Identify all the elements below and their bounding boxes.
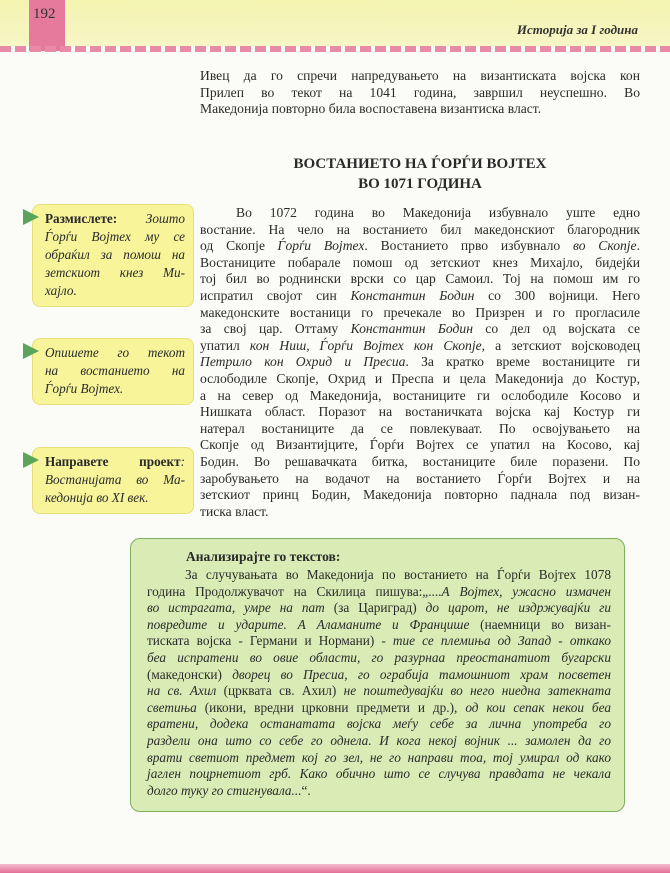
text-line [147, 650, 611, 667]
footer-band [0, 864, 670, 873]
analysis-text [147, 567, 611, 799]
italic-text: врати светиот предмет кој го зел, не го направи тоа, тој умирал од како [147, 749, 611, 765]
text: тој бил во роднински врски со цар Самоил. Тој на помош им го [200, 271, 640, 287]
italic-text: од кои сепак некои беа [465, 699, 611, 715]
text: Прилеп во текот на 1041 година, завршил неуспешно. Во [200, 84, 640, 100]
analysis-title: Анализирајте го текстов: [186, 549, 341, 564]
text-line [147, 766, 611, 783]
text-line [200, 338, 640, 355]
text-line [200, 85, 640, 102]
italic-text: не поштедувајќи во него ниедна затекната [343, 683, 611, 699]
intro-paragraph [200, 68, 640, 118]
text: Опишете го текот [45, 345, 185, 360]
text-line [45, 344, 185, 362]
text: зетскиот принц Бодин, Македонија повторно паднала под визан- [200, 487, 640, 503]
text: за свој цар. Оттаму [200, 321, 351, 337]
text-line [147, 716, 611, 733]
text: Бодин. Во решавачката битка, востаниците биле поразени. По [200, 453, 640, 469]
italic-text: А Војтех, ужасно измачен [441, 583, 611, 599]
text-line [45, 264, 185, 282]
italic-text: кон Ниш [249, 337, 307, 353]
italic-text: до царот, не издржувајќи ги [425, 600, 611, 616]
italic-text: Петрило кон Охрид и Пресиа [200, 354, 406, 370]
text: (македонски) [147, 666, 233, 682]
italic-text: јаглен поцрнетиот грб. Како обично што се случува правдата не чекала [147, 766, 611, 782]
text-line [200, 271, 640, 288]
text-line [147, 617, 611, 634]
italic-text: повредите и ударите. А Аламаните и Францише [147, 616, 470, 632]
text-line [200, 68, 640, 85]
text-line [45, 246, 185, 264]
italic-text: вратени, додека останатата војска меѓу себе за лична употреба го [147, 716, 611, 732]
text: зетскиот кнез Ми- [45, 265, 185, 280]
page-number: 192 [33, 6, 56, 22]
italic-text: тие се племиња од Запад - откако [392, 633, 611, 649]
text-line [147, 667, 611, 684]
arrow-icon [23, 209, 39, 225]
text: година Продолжувачот на Скилица пишува:„.... [147, 583, 442, 599]
sidebar-box-think [32, 204, 194, 307]
heading-line: ВОСТАНИЕТО НА ЃОРЃИ ВОЈТЕХ [293, 156, 547, 172]
section-heading [200, 154, 640, 194]
text: , [306, 337, 320, 353]
text: (икони, вредни црковни предмети и др.), [196, 699, 466, 715]
text-line [45, 282, 185, 300]
italic-text: раздели она што со себе го однела. И кога некој војник ... замолен да го [147, 732, 611, 748]
arrow-icon [23, 343, 39, 359]
text-line [200, 371, 640, 388]
text: обраќил за помош на [45, 247, 185, 262]
text-line [200, 471, 640, 488]
italic-text: Константин Бодин [350, 287, 475, 303]
text-line [200, 354, 640, 371]
text: упатил [200, 337, 250, 353]
text: . [636, 238, 640, 254]
text-line [45, 228, 185, 246]
text: со 300 војници. Него [474, 287, 640, 303]
text: тиска власт. [200, 503, 269, 519]
text-line [45, 453, 185, 471]
text: заробувањето на водачот на востанието Ѓорѓи Војтех и на [200, 470, 640, 486]
text: испратил својот син [200, 287, 351, 303]
text-line [200, 288, 640, 305]
text-line [147, 567, 611, 584]
text: натерал востаниците да се повлекуваат. По освојувањето на [200, 420, 640, 436]
running-title: Историја за I година [516, 22, 638, 37]
italic-text: долго туку го стигнувала... [147, 782, 302, 798]
text: од Скопје [200, 238, 278, 254]
text-line [200, 321, 640, 338]
text: , а зетскиот војсководец [481, 337, 640, 353]
text: . За кратко време востаниците ги [405, 354, 640, 370]
text: Зошто [145, 211, 185, 226]
italic-text: во истрагата, умре на пат [147, 600, 325, 616]
text-line [200, 205, 640, 222]
text: Македонија повторно била воспоставена византиска власт. [200, 101, 542, 117]
text: : [180, 454, 185, 469]
text-line [45, 362, 185, 380]
text: Востаниците побарале помош од зетскиот кнез Михајло, бидејќи [200, 254, 640, 270]
text: (црквата св. Ахил) [216, 683, 344, 699]
text-line [200, 504, 640, 521]
arrow-icon [23, 452, 39, 468]
text-line [200, 238, 640, 255]
italic-text: на св. Ахил [147, 683, 217, 699]
text-line [200, 101, 640, 118]
text-line [200, 454, 640, 471]
heading-line: ВО 1071 ГОДИНА [358, 176, 482, 192]
text: Нишката област. Поразот на востаничката војска кај Костур ги [200, 404, 640, 420]
italic-text: Константин Бодин [350, 321, 473, 337]
text-line [147, 733, 611, 750]
sidebar-box-project [32, 447, 194, 514]
italic-text: Ѓорѓи Војтех кон Скопје [319, 337, 482, 353]
italic-text: светиња [147, 699, 197, 715]
text: Востанијата во Ма- [45, 472, 185, 487]
text-line [200, 305, 640, 322]
italic-text: во Скопје [572, 238, 637, 254]
text-line [200, 255, 640, 272]
sidebar-box-describe [32, 338, 194, 405]
bold-label: Направете проект [45, 454, 181, 469]
italic-text: Ѓорѓи Војтех [277, 238, 365, 254]
body-paragraph [200, 205, 640, 520]
text-line [147, 633, 611, 650]
text: Ивец да го спречи напредувањето на византиската војска кон [200, 68, 640, 83]
text: . Востанието прво избувнало [364, 238, 573, 254]
text-line [147, 750, 611, 767]
text-line [147, 700, 611, 717]
text-line [147, 683, 611, 700]
text-line [45, 471, 185, 489]
text: Скопје од Византијците, Ѓорѓи Војтех се упатил на Косово, кај [200, 437, 640, 453]
text: (за Цариград) [324, 600, 426, 616]
text-line [200, 487, 640, 504]
text-line [45, 380, 185, 398]
text: “. [301, 782, 311, 798]
text: (наемници во визан- [469, 616, 611, 632]
analysis-box [130, 538, 625, 812]
text: тиската војска - Германи и Нормани) - [147, 633, 393, 649]
text: ослободиле Скопје, Охрид и Преспа и цела Македонија до Костур, [200, 370, 640, 386]
text: со дел од војската се [472, 321, 640, 337]
text-line [147, 783, 611, 800]
text: на востанието на [45, 363, 185, 378]
text: хајло. [45, 283, 77, 298]
text-line [147, 584, 611, 601]
text-line [200, 437, 640, 454]
text-line [147, 600, 611, 617]
text: а на север од Македонија, востаниците ги ослободиле Косово и [200, 387, 640, 403]
text-line [200, 222, 640, 239]
text: востание. На чело на востанието бил македонскиот благородник [200, 221, 640, 237]
text-line [200, 388, 640, 405]
text-line [200, 421, 640, 438]
text-line [200, 404, 640, 421]
text: македонските востаници го пречекале во Призрен и го прогласиле [200, 304, 640, 320]
italic-text: дворец во Пресиа, го ограбија тамошниот храм посветен [232, 666, 611, 682]
text: кедонија во XI век. [45, 490, 149, 505]
text-line [45, 489, 185, 507]
text: Ѓорѓи Војтех му се [45, 229, 185, 244]
text: Ѓорѓи Војтех. [45, 381, 124, 396]
header-divider [0, 46, 670, 52]
text-line [45, 210, 185, 228]
bold-label: Размислете: [45, 211, 146, 226]
text: За случувањата во Македонија по востанието на Ѓорѓи Војтех 1078 [185, 567, 611, 582]
italic-text: беа испратени во овие области, го разурнаа преостанатиот бугарски [147, 649, 611, 665]
text: Во 1072 година во Македонија избувнало уште едно [236, 205, 640, 220]
